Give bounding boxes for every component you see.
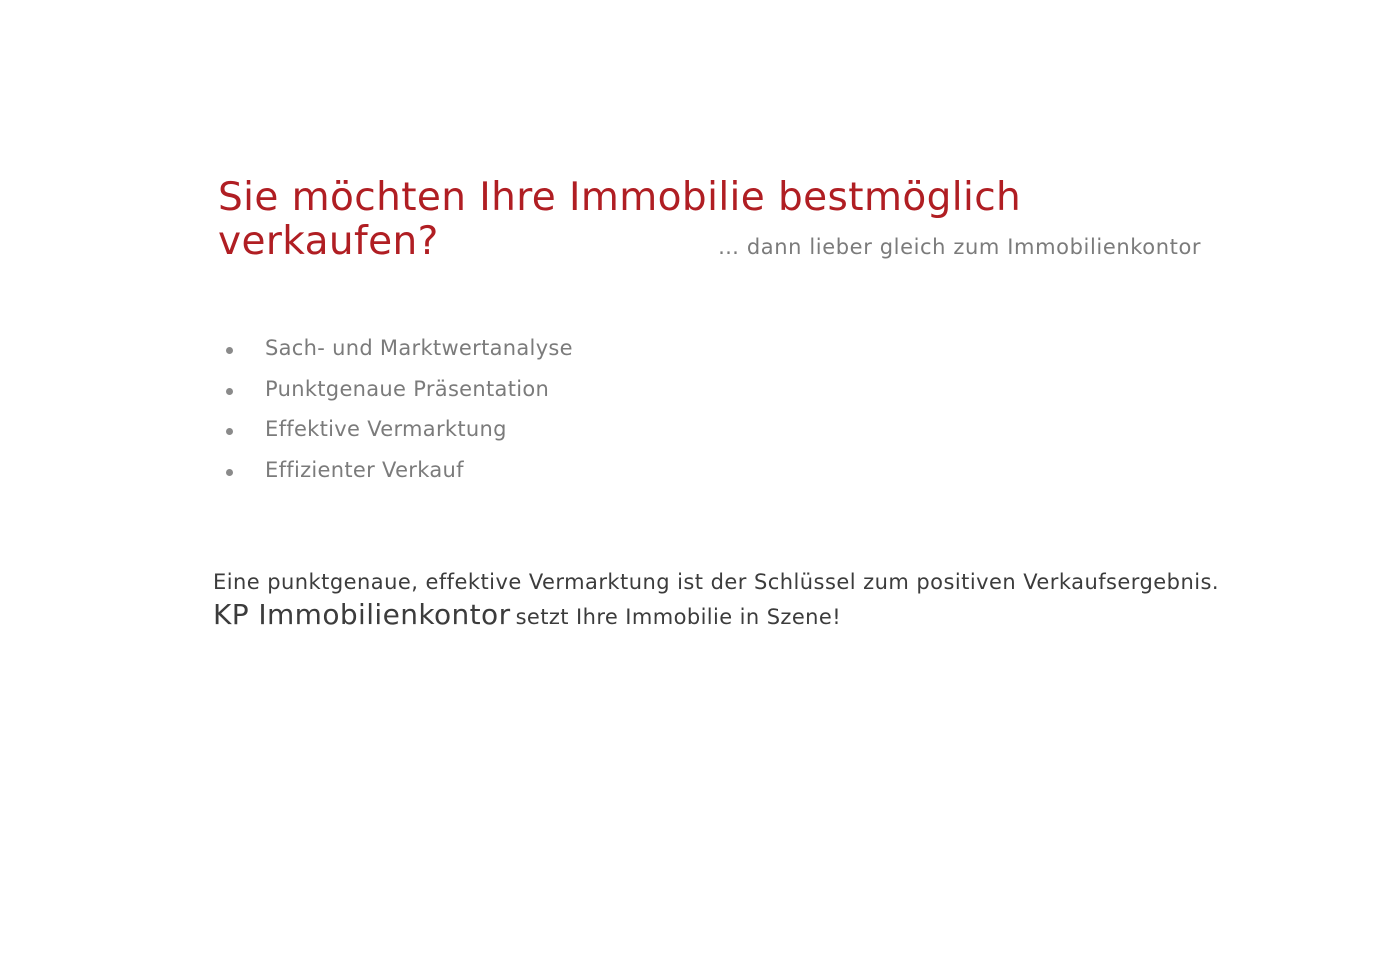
feature-label: Effizienter Verkauf — [265, 457, 464, 482]
feature-label: Sach- und Marktwertanalyse — [265, 336, 573, 360]
tagline: … dann lieber gleich zum Immobilienkontor — [718, 235, 1202, 259]
bullet-icon — [226, 347, 233, 354]
feature-label: Effektive Vermarktung — [265, 417, 507, 441]
summary-text: Eine punktgenaue, effektive Vermarktung ist der Schlüssel zum positiven Verkaufsergebnis. — [213, 570, 1220, 594]
list-item — [226, 374, 573, 415]
headline-line-1: Sie möchten Ihre Immobilie bestmöglich — [218, 175, 1022, 220]
closing-line — [213, 598, 841, 631]
bullet-icon — [226, 428, 233, 435]
list-item — [226, 414, 573, 455]
bullet-icon — [226, 469, 233, 476]
list-item — [226, 455, 573, 496]
feature-list — [226, 333, 573, 495]
bullet-icon — [226, 388, 233, 395]
headline-line-2: verkaufen? — [218, 219, 439, 264]
list-item — [226, 333, 573, 374]
brand-name: KP Immobilienkontor — [213, 598, 511, 631]
closing-text: setzt Ihre Immobilie in Szene! — [515, 605, 842, 629]
feature-label: Punktgenaue Präsentation — [265, 376, 550, 401]
